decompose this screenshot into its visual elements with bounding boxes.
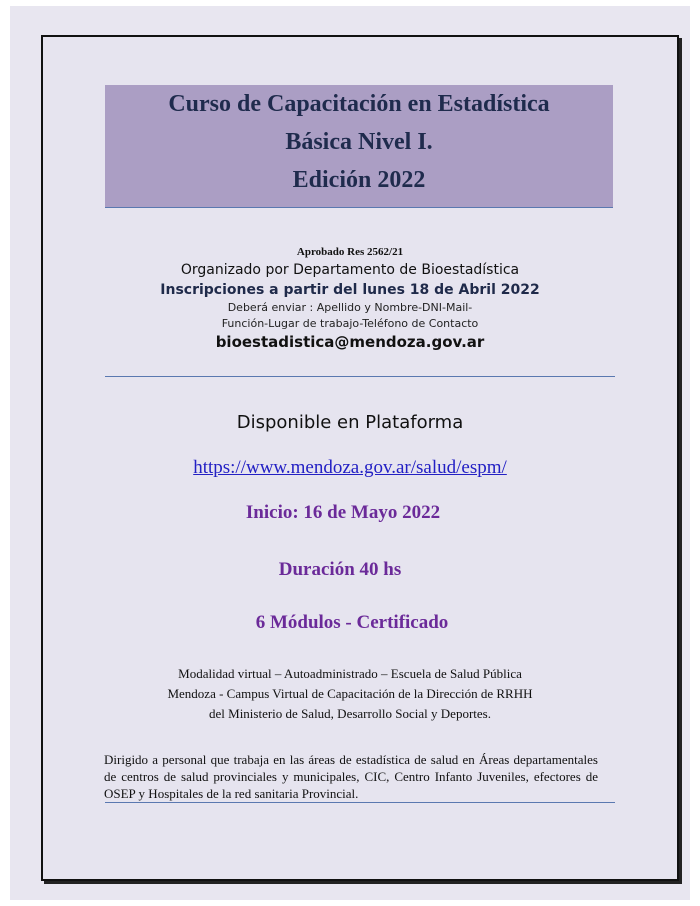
disponible-plataforma: Disponible en Plataforma bbox=[236, 412, 464, 433]
fecha-inicio: Inicio: 16 de Mayo 2022 bbox=[245, 502, 441, 523]
platform-link[interactable]: https://www.mendoza.gov.ar/salud/espm/ bbox=[193, 457, 507, 478]
modalidad-line-3: del Ministerio de Salud, Desarrollo Social y Deportes. bbox=[209, 706, 491, 721]
title-banner bbox=[105, 85, 613, 208]
modulos-certificado: 6 Módulos - Certificado bbox=[255, 612, 449, 633]
duracion: Duración 40 hs bbox=[278, 559, 402, 580]
inscripciones-fecha: Inscripciones a partir del lunes 18 de Abril 2022 bbox=[160, 282, 540, 298]
section-divider bbox=[105, 376, 615, 377]
title-line-2: Básica Nivel I. bbox=[285, 129, 433, 155]
aprobado-resolucion: Aprobado Res 2562/21 bbox=[296, 246, 404, 258]
requisitos-line-1: Deberá enviar : Apellido y Nombre-DNI-Mail- bbox=[227, 301, 473, 314]
requisitos-line-2: Función-Lugar de trabajo-Teléfono de Contacto bbox=[221, 317, 479, 330]
modalidad-line-1: Modalidad virtual – Autoadministrado – Escuela de Salud Pública bbox=[178, 666, 522, 681]
contact-email[interactable]: bioestadistica@mendoza.gov.ar bbox=[215, 333, 485, 351]
organizado-por: Organizado por Departamento de Bioestadística bbox=[180, 262, 520, 278]
title-line-1: Curso de Capacitación en Estadística bbox=[168, 91, 550, 117]
dirigido-a: Dirigido a personal que trabaja en las áreas de estadística de salud en Áreas departamentales de centros de salud provinciales y municipales, CIC, Centro Infanto Juveniles, efectores de OSEP y Hospitales de la red sanitaria Provincial. bbox=[104, 752, 598, 801]
title-line-3: Edición 2022 bbox=[292, 167, 426, 193]
modalidad-line-2: Mendoza - Campus Virtual de Capacitación de la Dirección de RRHH bbox=[167, 686, 533, 701]
bottom-divider bbox=[105, 802, 615, 803]
